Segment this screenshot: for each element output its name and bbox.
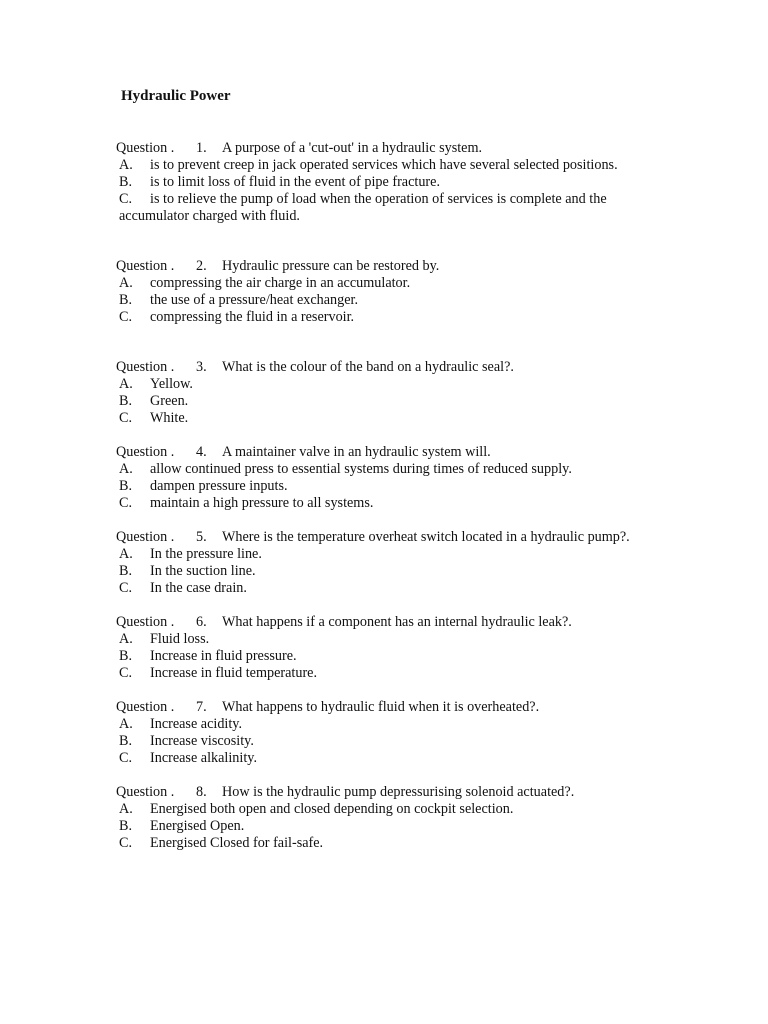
question-number: 6. [196,614,207,630]
option-letter: C. [119,191,133,207]
question-4 [116,444,656,512]
option-letter: A. [119,546,133,562]
option-letter: C. [119,750,133,766]
option-text: allow continued press to essential systems during times of reduced supply. [150,461,572,477]
option-text: Green. [150,393,189,409]
question-label: Question . [116,258,175,274]
question-label: Question . [116,699,175,715]
question-6 [116,614,656,682]
option-text: In the suction line. [150,563,256,579]
question-stem [116,140,656,157]
option-text: Yellow. [150,376,193,392]
option-letter: A. [119,157,133,173]
question-1 [116,140,656,225]
option-text: dampen pressure inputs. [150,478,288,494]
option-text: Energised Open. [150,818,245,834]
question-text: Where is the temperature overheat switch located in a hydraulic pump?. [222,529,630,545]
option-letter: B. [119,563,133,579]
option-letter: C. [119,410,133,426]
question-stem [116,784,656,801]
option-letter: A. [119,716,133,732]
option-letter: C. [119,495,133,511]
option-letter: B. [119,648,133,664]
option-a [116,631,656,648]
option-a [116,275,656,292]
option-letter: B. [119,393,133,409]
option-text: In the pressure line. [150,546,262,562]
option-a [116,461,656,478]
document-title: Hydraulic Power [121,88,231,104]
option-b [116,818,656,835]
question-number: 5. [196,529,207,545]
option-letter: A. [119,461,133,477]
option-b [116,648,656,665]
question-label: Question . [116,444,175,460]
option-a [116,716,656,733]
option-letter: C. [119,309,133,325]
option-c [116,191,656,225]
option-letter: C. [119,665,133,681]
option-letter: A. [119,275,133,291]
question-number: 2. [196,258,207,274]
option-letter: B. [119,478,133,494]
option-letter: A. [119,801,133,817]
question-label: Question . [116,529,175,545]
option-b [116,563,656,580]
option-c [116,665,656,682]
option-c [116,835,656,852]
question-number: 7. [196,699,207,715]
question-number: 4. [196,444,207,460]
option-text: is to prevent creep in jack operated services which have several selected positions. [150,157,618,173]
document-page [116,87,656,852]
question-stem [116,258,656,275]
question-text: Hydraulic pressure can be restored by. [222,258,440,274]
option-text: In the case drain. [150,580,247,596]
option-text: White. [150,410,189,426]
question-stem [116,359,656,376]
option-a [116,157,656,174]
option-text: Increase acidity. [150,716,243,732]
question-label: Question . [116,140,175,156]
question-stem [116,699,656,716]
option-a [116,376,656,393]
option-letter: C. [119,580,133,596]
question-stem [116,529,656,546]
option-text: Fluid loss. [150,631,210,647]
question-text: What is the colour of the band on a hydraulic seal?. [222,359,514,375]
option-text: Increase alkalinity. [150,750,258,766]
question-stem [116,614,656,631]
option-c [116,580,656,597]
option-a [116,546,656,563]
question-label: Question . [116,784,175,800]
option-letter: B. [119,292,133,308]
option-text: Increase in fluid pressure. [150,648,297,664]
question-number: 3. [196,359,207,375]
question-number: 1. [196,140,207,156]
option-letter: B. [119,733,133,749]
question-stem [116,444,656,461]
option-letter: A. [119,376,133,392]
question-7 [116,699,656,767]
question-2 [116,258,656,326]
question-text: A maintainer valve in an hydraulic system will. [222,444,491,460]
option-c [116,410,656,427]
question-text: How is the hydraulic pump depressurising solenoid actuated?. [222,784,575,800]
option-letter: A. [119,631,133,647]
question-text: A purpose of a 'cut-out' in a hydraulic system. [222,140,483,156]
option-text: Energised both open and closed depending on cockpit selection. [150,801,514,817]
question-3 [116,359,656,427]
question-number: 8. [196,784,207,800]
option-text: Energised Closed for fail-safe. [150,835,324,851]
question-text: What happens to hydraulic fluid when it is overheated?. [222,699,540,715]
option-text: the use of a pressure/heat exchanger. [150,292,358,308]
option-letter: B. [119,818,133,834]
option-b [116,478,656,495]
option-text: compressing the fluid in a reservoir. [150,309,355,325]
option-letter: B. [119,174,133,190]
question-label: Question . [116,614,175,630]
option-c [116,309,656,326]
question-text: What happens if a component has an internal hydraulic leak?. [222,614,572,630]
option-c [116,495,656,512]
option-b [116,393,656,410]
option-b [116,733,656,750]
option-text: Increase in fluid temperature. [150,665,318,681]
option-text: maintain a high pressure to all systems. [150,495,374,511]
option-text: is to relieve the pump of load when the operation of services is complete and the accumulator charged with fluid. [119,191,607,224]
option-b [116,292,656,309]
option-text: Increase viscosity. [150,733,254,749]
option-a [116,801,656,818]
question-8 [116,784,656,852]
option-letter: C. [119,835,133,851]
option-text: is to limit loss of fluid in the event of pipe fracture. [150,174,440,190]
question-5 [116,529,656,597]
option-b [116,174,656,191]
question-label: Question . [116,359,175,375]
option-text: compressing the air charge in an accumulator. [150,275,411,291]
option-c [116,750,656,767]
